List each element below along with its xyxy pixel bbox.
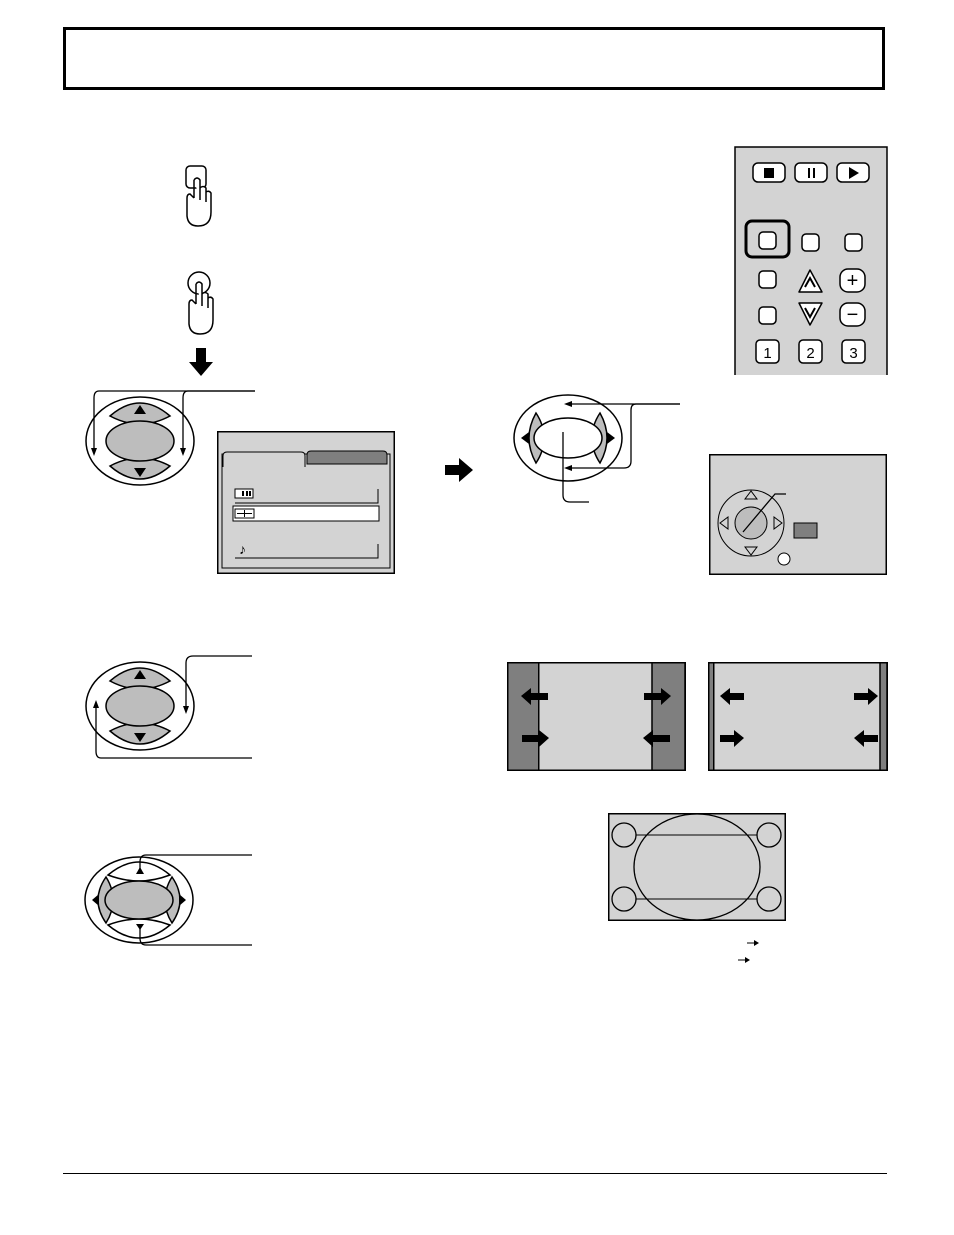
- number-button-1[interactable]: [756, 340, 779, 363]
- plus-label: +: [846, 270, 859, 292]
- screen-side-bars-narrow: [708, 662, 888, 771]
- stop-button[interactable]: [753, 163, 785, 182]
- joystick-control-3: [84, 653, 264, 763]
- plus-button[interactable]: [840, 269, 865, 292]
- joystick-center-button: [534, 418, 602, 458]
- number-button-2[interactable]: [799, 340, 822, 363]
- number-label: 1: [763, 345, 772, 362]
- remote-button[interactable]: [802, 234, 819, 251]
- down-arrow-icon: [188, 348, 214, 378]
- joystick-center-button: [106, 686, 174, 726]
- small-right-arrow-icon: [737, 955, 751, 965]
- right-arrow-icon: [445, 458, 475, 482]
- remote-button[interactable]: [845, 234, 862, 251]
- menu-tab-inactive: [307, 451, 387, 464]
- press-square-button-illustration: [180, 160, 230, 235]
- number-label: 3: [849, 345, 858, 362]
- pause-button[interactable]: [795, 163, 827, 182]
- small-right-arrow-icon: [746, 938, 760, 948]
- remote-button[interactable]: [759, 271, 776, 288]
- control-panel-diagram: [709, 454, 887, 575]
- test-pattern-screen: [608, 813, 786, 921]
- screen-side-bars-wide: [507, 662, 686, 771]
- press-round-button-illustration: [180, 268, 230, 343]
- indicator-square: [794, 523, 817, 538]
- number-button-3[interactable]: [842, 340, 865, 363]
- joystick-center-button: [105, 881, 173, 919]
- menu-item-2-selected: [233, 506, 379, 521]
- minus-label: −: [846, 304, 859, 326]
- indicator-light: [778, 553, 790, 565]
- title-box: [63, 27, 885, 90]
- on-screen-menu: [217, 431, 395, 574]
- footer-rule: [63, 1173, 887, 1174]
- joystick-center-button: [106, 421, 174, 461]
- remote-control: [735, 147, 887, 375]
- play-button[interactable]: [837, 163, 869, 182]
- minus-button[interactable]: [840, 303, 865, 326]
- stop-icon: [764, 168, 774, 178]
- music-note-icon: ♪: [239, 541, 246, 557]
- highlighted-button[interactable]: [759, 232, 776, 249]
- joystick-control-2: [512, 395, 687, 510]
- remote-button[interactable]: [759, 307, 776, 324]
- joystick-control-4: [84, 850, 264, 955]
- number-label: 2: [806, 345, 815, 362]
